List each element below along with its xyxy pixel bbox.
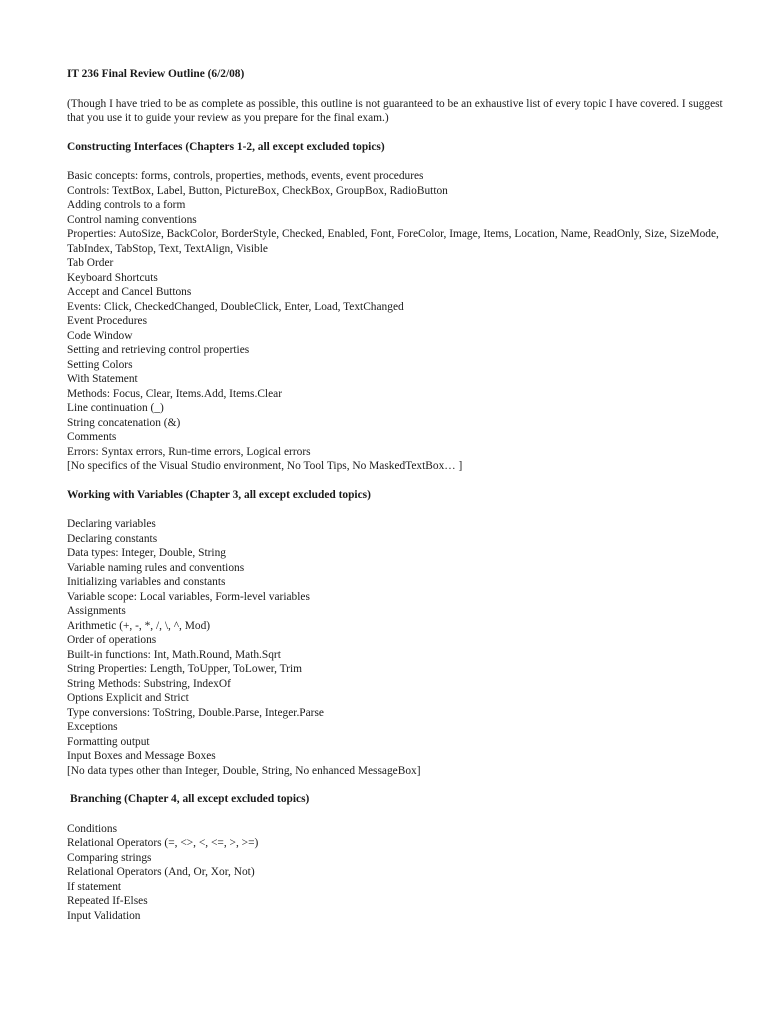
topic-item: Initializing variables and constants [67,576,226,588]
topic-item: Setting Colors [67,358,133,371]
topic-item: If statement [67,880,122,893]
exclusion-note: [No data types other than Integer, Double, String, No enhanced MessageBox] [67,764,421,777]
section-heading: Working with Variables (Chapter 3, all except excluded topics) [67,488,371,501]
topic-item: Repeated If-Elses [67,895,148,907]
topic-item: String Properties: Length, ToUpper, ToLower, Trim [67,663,302,675]
section-branching [67,792,727,923]
topic-item: Setting and retrieving control properties [67,344,250,356]
topic-item: Data types: Integer, Double, String [67,547,226,559]
document-title: IT 236 Final Review Outline (6/2/08) [67,68,245,80]
topic-item: Relational Operators (And, Or, Xor, Not) [67,866,255,878]
topic-item: Arithmetic (+, -, *, /, \, ^, Mod) [67,619,211,632]
topic-item: Controls: TextBox, Label, Button, PictureBox, CheckBox, GroupBox, RadioButton [67,184,448,197]
topic-item: Properties: AutoSize, BackColor, BorderStyle, Checked, Enabled, Font, ForeColor, Image, Items, Location, Name, ReadOnly, Size, SizeMode, TabIndex, TabStop, Text, TextAlign, Visible [67,228,719,255]
intro-paragraph: (Though I have tried to be as complete as possible, this outline is not guaranteed to be an exhaustive list of every topic I have covered. I suggest that you use it to guide your review as you prepare for the final exam.) [67,97,723,124]
topic-item: Comments [67,431,117,443]
topic-item: Order of operations [67,634,157,646]
topic-item: Control naming conventions [67,213,197,226]
topic-item: Tab Order [67,257,114,269]
topic-item: Line continuation (_) [67,402,164,414]
section-heading: Constructing Interfaces (Chapters 1-2, all except excluded topics) [67,140,385,153]
topic-item: Methods: Focus, Clear, Items.Add, Items.Clear [67,387,282,400]
section-constructing-interfaces [67,140,727,474]
topic-item: Declaring variables [67,518,156,530]
topic-item: Options Explicit and Strict [67,692,189,704]
topic-item: Comparing strings [67,851,152,864]
section-working-with-variables [67,488,727,779]
topic-item: Code Window [67,329,133,342]
topic-item: Errors: Syntax errors, Run-time errors, Logical errors [67,445,311,458]
topic-item: Input Validation [67,909,141,922]
topic-item: Variable scope: Local variables, Form-level variables [67,590,310,603]
topic-item: Conditions [67,822,118,835]
topic-item: Input Boxes and Message Boxes [67,750,216,762]
topic-item: Events: Click, CheckedChanged, DoubleClick, Enter, Load, TextChanged [67,300,404,313]
topic-item: String Methods: Substring, IndexOf [67,677,231,690]
topic-item: String concatenation (&) [67,416,181,429]
exclusion-note: [No specifics of the Visual Studio environment, No Tool Tips, No MaskedTextBox… ] [67,460,463,472]
section-heading: Branching (Chapter 4, all except excluded topics) [70,793,310,805]
document-page [67,67,727,937]
topic-item: Adding controls to a form [67,199,186,211]
topic-list [67,822,727,924]
topic-item: Event Procedures [67,315,148,327]
topic-item: Formatting output [67,735,150,748]
topic-item: Built-in functions: Int, Math.Round, Math.Sqrt [67,648,281,661]
topic-item: Keyboard Shortcuts [67,271,158,284]
topic-item: Basic concepts: forms, controls, properties, methods, events, event procedures [67,170,424,182]
topic-item: Type conversions: ToString, Double.Parse, Integer.Parse [67,706,324,719]
topic-list [67,517,727,778]
topic-item: Accept and Cancel Buttons [67,286,192,298]
topic-item: Assignments [67,605,126,617]
topic-item: Relational Operators (=, <>, <, <=, >, >=) [67,837,259,849]
topic-item: Exceptions [67,721,118,733]
topic-item: Variable naming rules and conventions [67,561,245,574]
topic-item: Declaring constants [67,532,158,545]
topic-item: With Statement [67,373,138,385]
topic-list [67,169,727,474]
